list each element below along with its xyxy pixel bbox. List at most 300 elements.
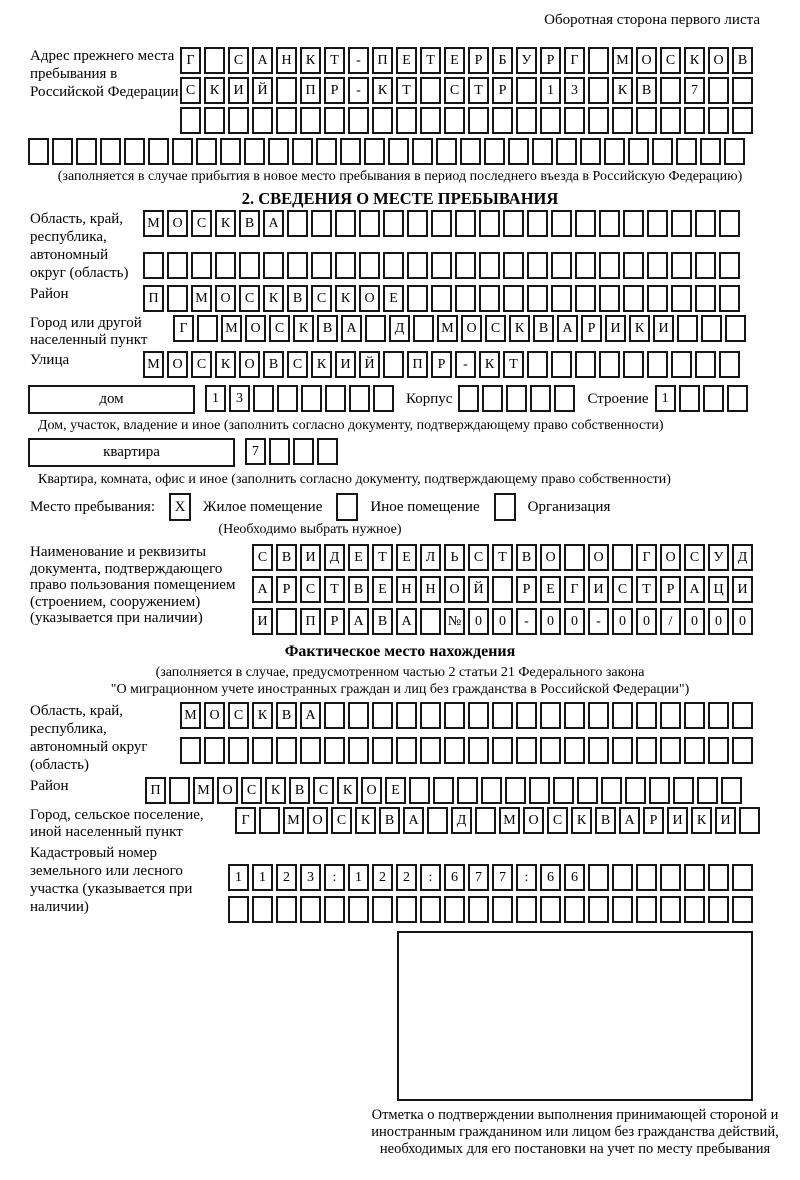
char-cell[interactable] — [636, 107, 657, 134]
char-cell[interactable]: К — [335, 285, 356, 312]
char-cell[interactable]: Р — [643, 807, 664, 834]
char-cell[interactable] — [719, 252, 740, 279]
char-cell[interactable]: О — [359, 285, 380, 312]
char-cell[interactable] — [527, 252, 548, 279]
char-cell[interactable] — [588, 47, 609, 74]
char-cell[interactable]: Д — [732, 544, 753, 571]
char-cell[interactable]: Т — [324, 47, 345, 74]
char-cell[interactable]: В — [276, 544, 297, 571]
char-cell[interactable]: О — [636, 47, 657, 74]
char-cell[interactable] — [412, 138, 433, 165]
char-cell[interactable] — [732, 737, 753, 764]
char-cell[interactable]: И — [605, 315, 626, 342]
char-cell[interactable] — [554, 385, 575, 412]
char-cell[interactable] — [407, 285, 428, 312]
char-cell[interactable] — [636, 896, 657, 923]
char-cell[interactable] — [628, 138, 649, 165]
char-cell[interactable] — [479, 210, 500, 237]
char-cell[interactable]: А — [619, 807, 640, 834]
char-cell[interactable] — [612, 544, 633, 571]
char-cell[interactable]: О — [204, 702, 225, 729]
char-cell[interactable]: А — [263, 210, 284, 237]
char-cell[interactable]: Т — [468, 77, 489, 104]
char-cell[interactable] — [455, 210, 476, 237]
char-cell[interactable]: Й — [468, 576, 489, 603]
char-cell[interactable] — [492, 576, 513, 603]
char-cell[interactable] — [191, 252, 212, 279]
char-cell[interactable] — [143, 252, 164, 279]
char-cell[interactable]: С — [241, 777, 262, 804]
char-cell[interactable] — [420, 77, 441, 104]
char-cell[interactable]: О — [588, 544, 609, 571]
char-cell[interactable] — [253, 385, 274, 412]
char-cell[interactable] — [647, 252, 668, 279]
char-cell[interactable] — [588, 107, 609, 134]
char-cell[interactable]: С — [468, 544, 489, 571]
char-cell[interactable] — [647, 351, 668, 378]
char-cell[interactable] — [732, 864, 753, 891]
char-cell[interactable]: С — [269, 315, 290, 342]
char-cell[interactable] — [503, 210, 524, 237]
char-cell[interactable]: 7 — [245, 438, 266, 465]
char-cell[interactable] — [444, 107, 465, 134]
char-cell[interactable] — [365, 315, 386, 342]
char-cell[interactable]: М — [499, 807, 520, 834]
char-cell[interactable]: Б — [492, 47, 513, 74]
char-cell[interactable]: С — [444, 77, 465, 104]
char-cell[interactable] — [540, 737, 561, 764]
char-cell[interactable]: Л — [420, 544, 441, 571]
char-cell[interactable] — [732, 107, 753, 134]
char-cell[interactable]: П — [300, 77, 321, 104]
char-cell[interactable]: С — [191, 351, 212, 378]
char-cell[interactable] — [599, 285, 620, 312]
char-cell[interactable]: 0 — [732, 608, 753, 635]
char-cell[interactable]: О — [307, 807, 328, 834]
char-cell[interactable] — [660, 702, 681, 729]
char-cell[interactable] — [719, 210, 740, 237]
char-cell[interactable]: 0 — [612, 608, 633, 635]
char-cell[interactable]: С — [191, 210, 212, 237]
char-cell[interactable]: Р — [581, 315, 602, 342]
char-cell[interactable]: Т — [372, 544, 393, 571]
char-cell[interactable] — [551, 252, 572, 279]
char-cell[interactable]: Т — [324, 576, 345, 603]
char-cell[interactable]: 2 — [372, 864, 393, 891]
char-cell[interactable]: К — [372, 77, 393, 104]
char-cell[interactable]: 0 — [564, 608, 585, 635]
char-cell[interactable] — [180, 107, 201, 134]
char-cell[interactable] — [660, 107, 681, 134]
char-cell[interactable]: С — [180, 77, 201, 104]
char-cell[interactable] — [719, 351, 740, 378]
char-cell[interactable] — [492, 702, 513, 729]
char-cell[interactable] — [420, 737, 441, 764]
char-cell[interactable] — [660, 896, 681, 923]
char-cell[interactable]: М — [437, 315, 458, 342]
char-cell[interactable] — [373, 385, 394, 412]
char-cell[interactable] — [732, 702, 753, 729]
char-cell[interactable]: 0 — [468, 608, 489, 635]
char-cell[interactable]: С — [331, 807, 352, 834]
char-cell[interactable]: К — [612, 77, 633, 104]
char-cell[interactable]: В — [317, 315, 338, 342]
char-cell[interactable]: О — [245, 315, 266, 342]
char-cell[interactable]: Р — [431, 351, 452, 378]
char-cell[interactable] — [703, 385, 724, 412]
char-cell[interactable] — [335, 252, 356, 279]
char-cell[interactable]: С — [485, 315, 506, 342]
char-cell[interactable]: К — [265, 777, 286, 804]
char-cell[interactable] — [577, 777, 598, 804]
char-cell[interactable]: В — [516, 544, 537, 571]
char-cell[interactable]: И — [228, 77, 249, 104]
char-cell[interactable]: О — [215, 285, 236, 312]
char-cell[interactable]: А — [252, 576, 273, 603]
char-cell[interactable] — [300, 896, 321, 923]
char-cell[interactable] — [684, 702, 705, 729]
char-cell[interactable] — [588, 737, 609, 764]
char-cell[interactable]: А — [684, 576, 705, 603]
char-cell[interactable] — [479, 252, 500, 279]
char-cell[interactable] — [721, 777, 742, 804]
char-cell[interactable] — [324, 107, 345, 134]
char-cell[interactable]: М — [143, 210, 164, 237]
char-cell[interactable]: К — [311, 351, 332, 378]
char-cell[interactable]: С — [612, 576, 633, 603]
char-cell[interactable] — [732, 77, 753, 104]
char-cell[interactable] — [215, 252, 236, 279]
char-cell[interactable] — [407, 210, 428, 237]
char-cell[interactable] — [372, 702, 393, 729]
char-cell[interactable]: В — [289, 777, 310, 804]
char-cell[interactable] — [436, 138, 457, 165]
char-cell[interactable]: : — [324, 864, 345, 891]
char-cell[interactable]: А — [557, 315, 578, 342]
char-cell[interactable]: К — [204, 77, 225, 104]
char-cell[interactable]: 6 — [540, 864, 561, 891]
char-cell[interactable]: Н — [396, 576, 417, 603]
char-cell[interactable] — [679, 385, 700, 412]
char-cell[interactable] — [468, 737, 489, 764]
char-cell[interactable]: О — [708, 47, 729, 74]
char-cell[interactable] — [695, 351, 716, 378]
char-cell[interactable]: А — [252, 47, 273, 74]
char-cell[interactable] — [684, 896, 705, 923]
char-cell[interactable]: И — [653, 315, 674, 342]
char-cell[interactable] — [564, 737, 585, 764]
char-cell[interactable]: А — [348, 608, 369, 635]
char-cell[interactable]: Т — [420, 47, 441, 74]
char-cell[interactable] — [551, 210, 572, 237]
char-cell[interactable] — [287, 252, 308, 279]
char-cell[interactable]: Р — [492, 77, 513, 104]
char-cell[interactable] — [492, 896, 513, 923]
char-cell[interactable] — [516, 77, 537, 104]
char-cell[interactable] — [503, 285, 524, 312]
char-cell[interactable] — [529, 777, 550, 804]
char-cell[interactable] — [460, 138, 481, 165]
char-cell[interactable]: Е — [383, 285, 404, 312]
char-cell[interactable] — [612, 737, 633, 764]
char-cell[interactable]: С — [660, 47, 681, 74]
char-cell[interactable]: - — [455, 351, 476, 378]
char-cell[interactable]: Т — [503, 351, 524, 378]
char-cell[interactable] — [564, 702, 585, 729]
char-cell[interactable] — [475, 807, 496, 834]
char-cell[interactable]: М — [193, 777, 214, 804]
char-cell[interactable] — [564, 896, 585, 923]
char-cell[interactable] — [492, 107, 513, 134]
char-cell[interactable] — [588, 702, 609, 729]
char-cell[interactable] — [228, 896, 249, 923]
char-cell[interactable] — [169, 777, 190, 804]
char-cell[interactable]: 0 — [708, 608, 729, 635]
char-cell[interactable] — [204, 737, 225, 764]
char-cell[interactable]: К — [252, 702, 273, 729]
char-cell[interactable]: Г — [173, 315, 194, 342]
char-cell[interactable] — [364, 138, 385, 165]
char-cell[interactable]: В — [732, 47, 753, 74]
char-cell[interactable]: Е — [385, 777, 406, 804]
char-cell[interactable]: К — [300, 47, 321, 74]
char-cell[interactable]: С — [300, 576, 321, 603]
char-cell[interactable]: 0 — [492, 608, 513, 635]
char-cell[interactable] — [580, 138, 601, 165]
char-cell[interactable]: А — [396, 608, 417, 635]
char-cell[interactable]: Р — [516, 576, 537, 603]
char-cell[interactable] — [52, 138, 73, 165]
char-cell[interactable] — [530, 385, 551, 412]
char-cell[interactable]: А — [341, 315, 362, 342]
char-cell[interactable] — [671, 285, 692, 312]
char-cell[interactable]: В — [263, 351, 284, 378]
char-cell[interactable]: К — [684, 47, 705, 74]
char-cell[interactable]: В — [636, 77, 657, 104]
char-cell[interactable]: Д — [451, 807, 472, 834]
char-cell[interactable] — [420, 896, 441, 923]
char-cell[interactable] — [220, 138, 241, 165]
char-cell[interactable] — [677, 315, 698, 342]
char-cell[interactable] — [684, 864, 705, 891]
char-cell[interactable] — [316, 138, 337, 165]
char-cell[interactable] — [588, 864, 609, 891]
char-cell[interactable]: О — [361, 777, 382, 804]
char-cell[interactable] — [335, 210, 356, 237]
char-cell[interactable]: 2 — [396, 864, 417, 891]
char-cell[interactable] — [623, 252, 644, 279]
char-cell[interactable]: Ь — [444, 544, 465, 571]
char-cell[interactable] — [540, 702, 561, 729]
checkbox-residential[interactable]: X — [169, 493, 191, 521]
char-cell[interactable]: Й — [252, 77, 273, 104]
char-cell[interactable]: О — [660, 544, 681, 571]
char-cell[interactable] — [196, 138, 217, 165]
char-cell[interactable] — [695, 252, 716, 279]
char-cell[interactable] — [553, 777, 574, 804]
char-cell[interactable] — [503, 252, 524, 279]
char-cell[interactable] — [527, 210, 548, 237]
char-cell[interactable] — [508, 138, 529, 165]
char-cell[interactable] — [228, 107, 249, 134]
char-cell[interactable] — [287, 210, 308, 237]
char-cell[interactable]: С — [547, 807, 568, 834]
char-cell[interactable] — [599, 351, 620, 378]
char-cell[interactable]: 1 — [655, 385, 676, 412]
char-cell[interactable] — [551, 351, 572, 378]
char-cell[interactable]: К — [479, 351, 500, 378]
char-cell[interactable] — [636, 702, 657, 729]
char-cell[interactable]: Е — [540, 576, 561, 603]
char-cell[interactable] — [268, 138, 289, 165]
char-cell[interactable] — [167, 285, 188, 312]
char-cell[interactable] — [276, 896, 297, 923]
char-cell[interactable]: М — [180, 702, 201, 729]
char-cell[interactable]: С — [684, 544, 705, 571]
char-cell[interactable] — [359, 252, 380, 279]
char-cell[interactable]: С — [311, 285, 332, 312]
char-cell[interactable] — [636, 864, 657, 891]
char-cell[interactable] — [148, 138, 169, 165]
char-cell[interactable]: 7 — [468, 864, 489, 891]
char-cell[interactable] — [564, 107, 585, 134]
char-cell[interactable] — [204, 47, 225, 74]
char-cell[interactable]: П — [145, 777, 166, 804]
char-cell[interactable] — [612, 896, 633, 923]
char-cell[interactable]: - — [348, 47, 369, 74]
char-cell[interactable] — [588, 77, 609, 104]
char-cell[interactable] — [444, 737, 465, 764]
char-cell[interactable]: О — [523, 807, 544, 834]
char-cell[interactable] — [431, 252, 452, 279]
char-cell[interactable] — [527, 351, 548, 378]
char-cell[interactable] — [604, 138, 625, 165]
char-cell[interactable]: В — [595, 807, 616, 834]
char-cell[interactable]: 1 — [228, 864, 249, 891]
char-cell[interactable]: Е — [396, 544, 417, 571]
char-cell[interactable]: № — [444, 608, 465, 635]
char-cell[interactable]: В — [287, 285, 308, 312]
char-cell[interactable] — [444, 896, 465, 923]
char-cell[interactable] — [325, 385, 346, 412]
char-cell[interactable]: Н — [420, 576, 441, 603]
char-cell[interactable] — [409, 777, 430, 804]
char-cell[interactable] — [725, 315, 746, 342]
char-cell[interactable]: Т — [396, 77, 417, 104]
char-cell[interactable] — [324, 737, 345, 764]
char-cell[interactable] — [276, 77, 297, 104]
char-cell[interactable] — [372, 737, 393, 764]
char-cell[interactable] — [348, 107, 369, 134]
char-cell[interactable] — [551, 285, 572, 312]
char-cell[interactable]: О — [167, 210, 188, 237]
char-cell[interactable]: Р — [468, 47, 489, 74]
char-cell[interactable] — [276, 608, 297, 635]
char-cell[interactable]: К — [263, 285, 284, 312]
char-cell[interactable]: И — [300, 544, 321, 571]
char-cell[interactable]: С — [287, 351, 308, 378]
char-cell[interactable] — [660, 737, 681, 764]
char-cell[interactable]: 0 — [636, 608, 657, 635]
char-cell[interactable] — [444, 702, 465, 729]
char-cell[interactable]: 3 — [564, 77, 585, 104]
char-cell[interactable] — [228, 737, 249, 764]
char-cell[interactable] — [527, 285, 548, 312]
char-cell[interactable] — [700, 138, 721, 165]
char-cell[interactable]: К — [355, 807, 376, 834]
char-cell[interactable] — [516, 896, 537, 923]
char-cell[interactable]: 1 — [252, 864, 273, 891]
char-cell[interactable] — [505, 777, 526, 804]
char-cell[interactable]: М — [283, 807, 304, 834]
char-cell[interactable]: : — [516, 864, 537, 891]
char-cell[interactable] — [311, 210, 332, 237]
char-cell[interactable] — [492, 737, 513, 764]
char-cell[interactable] — [458, 385, 479, 412]
char-cell[interactable]: В — [348, 576, 369, 603]
char-cell[interactable]: А — [403, 807, 424, 834]
char-cell[interactable] — [348, 896, 369, 923]
char-cell[interactable]: И — [667, 807, 688, 834]
char-cell[interactable] — [623, 351, 644, 378]
char-cell[interactable] — [516, 702, 537, 729]
char-cell[interactable] — [695, 285, 716, 312]
char-cell[interactable] — [636, 737, 657, 764]
char-cell[interactable] — [263, 252, 284, 279]
char-cell[interactable]: 1 — [348, 864, 369, 891]
char-cell[interactable] — [269, 438, 290, 465]
char-cell[interactable] — [556, 138, 577, 165]
char-cell[interactable] — [180, 737, 201, 764]
char-cell[interactable]: С — [228, 47, 249, 74]
char-cell[interactable] — [457, 777, 478, 804]
char-cell[interactable]: С — [228, 702, 249, 729]
char-cell[interactable] — [671, 252, 692, 279]
char-cell[interactable] — [575, 252, 596, 279]
char-cell[interactable]: П — [143, 285, 164, 312]
char-cell[interactable] — [695, 210, 716, 237]
char-cell[interactable]: В — [533, 315, 554, 342]
char-cell[interactable] — [407, 252, 428, 279]
char-cell[interactable] — [575, 351, 596, 378]
char-cell[interactable] — [482, 385, 503, 412]
char-cell[interactable]: 6 — [564, 864, 585, 891]
char-cell[interactable] — [28, 138, 49, 165]
char-cell[interactable] — [324, 896, 345, 923]
char-cell[interactable] — [413, 315, 434, 342]
char-cell[interactable]: О — [239, 351, 260, 378]
char-cell[interactable] — [76, 138, 97, 165]
char-cell[interactable]: Р — [324, 77, 345, 104]
char-cell[interactable] — [575, 210, 596, 237]
char-cell[interactable]: К — [337, 777, 358, 804]
char-cell[interactable] — [671, 210, 692, 237]
char-cell[interactable]: 3 — [229, 385, 250, 412]
char-cell[interactable] — [540, 896, 561, 923]
char-cell[interactable] — [259, 807, 280, 834]
char-cell[interactable] — [708, 702, 729, 729]
char-cell[interactable] — [431, 285, 452, 312]
char-cell[interactable] — [652, 138, 673, 165]
char-cell[interactable] — [396, 702, 417, 729]
char-cell[interactable]: И — [252, 608, 273, 635]
char-cell[interactable]: Е — [444, 47, 465, 74]
char-cell[interactable] — [276, 107, 297, 134]
char-cell[interactable] — [623, 210, 644, 237]
char-cell[interactable] — [383, 210, 404, 237]
char-cell[interactable]: - — [348, 77, 369, 104]
char-cell[interactable]: Т — [636, 576, 657, 603]
